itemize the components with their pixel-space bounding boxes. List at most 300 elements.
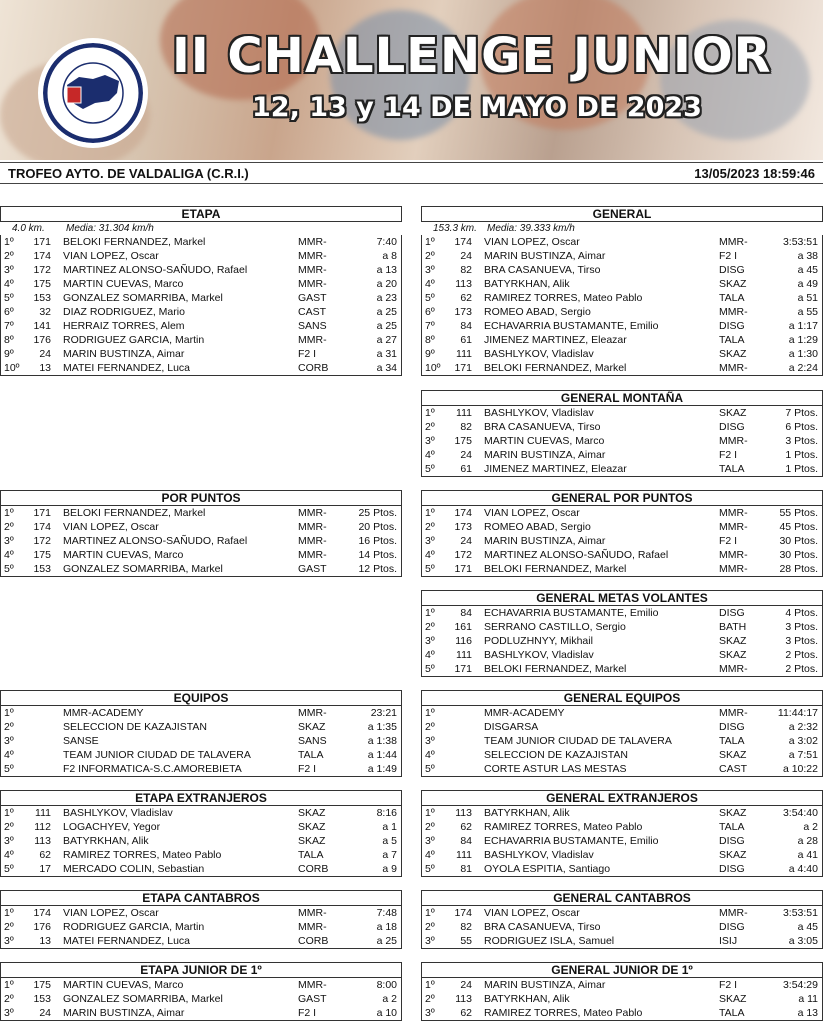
position: 3º (425, 435, 435, 447)
result-value: a 1:30 (788, 348, 818, 360)
result-value: a 1 (382, 821, 397, 833)
classification-rows (421, 906, 823, 949)
table-row (422, 333, 822, 347)
team-code: MMR- (719, 435, 748, 447)
table-row (1, 291, 401, 305)
table-row (422, 706, 822, 720)
position: 5º (425, 563, 435, 575)
rider-name: PODLUZHNYY, Mikhail (484, 635, 593, 647)
bib-number: 153 (33, 292, 51, 304)
table-row (422, 748, 822, 762)
team-code: DISG (719, 921, 745, 933)
team-code: DISG (719, 835, 745, 847)
bib-number: 173 (454, 521, 472, 533)
position: 1º (425, 407, 435, 419)
table-row (1, 834, 401, 848)
rider-name: VIAN LOPEZ, Oscar (484, 907, 580, 919)
position: 3º (425, 264, 435, 276)
table-row (422, 820, 822, 834)
classification-table (0, 962, 402, 1021)
bib-number: 61 (460, 463, 472, 475)
table-row (1, 534, 401, 548)
position: 5º (425, 463, 435, 475)
team-code: MMR- (298, 250, 327, 262)
table-row (1, 720, 401, 734)
bib-number: 113 (455, 993, 472, 1005)
bib-number: 171 (454, 663, 472, 675)
bib-number: 113 (455, 278, 472, 290)
classification-rows (0, 806, 402, 877)
classification-rows (0, 706, 402, 777)
table-row (1, 506, 401, 520)
result-value: 1 Ptos. (785, 463, 818, 475)
position: 4º (4, 278, 14, 290)
classification-rows (0, 978, 402, 1021)
bib-number: 111 (35, 807, 51, 819)
classification-rows (421, 506, 823, 577)
position: 4º (425, 749, 435, 761)
result-value: a 25 (376, 306, 397, 318)
table-row (422, 634, 822, 648)
position: 4º (425, 278, 435, 290)
result-value: a 9 (382, 863, 397, 875)
position: 3º (4, 1007, 14, 1019)
team-code: MMR- (719, 907, 748, 919)
result-value: a 1:38 (367, 735, 397, 747)
position: 2º (425, 821, 435, 833)
classification-title: GENERAL JUNIOR DE 1º (421, 962, 823, 978)
rider-name: VIAN LOPEZ, Oscar (63, 521, 159, 533)
bib-number: 113 (34, 835, 51, 847)
bib-number: 112 (34, 821, 51, 833)
rider-name: RAMIREZ TORRES, Mateo Pablo (484, 821, 643, 833)
table-row (1, 235, 401, 249)
position: 6º (425, 306, 435, 318)
result-value: 3:53:51 (782, 907, 818, 919)
position: 10º (425, 362, 441, 374)
bib-number: 13 (39, 935, 51, 947)
result-value: a 7 (382, 849, 397, 861)
position: 5º (425, 292, 435, 304)
bib-number: 82 (460, 921, 472, 933)
bib-number: 62 (460, 1007, 472, 1019)
position: 1º (425, 907, 435, 919)
result-value: 2 Ptos. (785, 663, 818, 675)
position: 2º (425, 921, 435, 933)
team-code: SKAZ (719, 407, 747, 419)
result-value: a 1:44 (367, 749, 397, 761)
table-row (1, 333, 401, 347)
team-code: F2 I (298, 1007, 317, 1019)
position: 4º (4, 749, 14, 761)
classification-title: POR PUNTOS (0, 490, 402, 506)
event-title: II CHALLENGE JUNIOR (172, 28, 772, 84)
team-code: DISG (719, 264, 745, 276)
team-code: ISIJ (719, 935, 738, 947)
team-code: TALA (298, 749, 324, 761)
rider-name: JIMENEZ MARTINEZ, Eleazar (484, 334, 627, 346)
team-code: MMR- (298, 264, 327, 276)
classification-title: ETAPA CANTABROS (0, 890, 402, 906)
team-code: SKAZ (719, 348, 747, 360)
position: 1º (425, 707, 435, 719)
team-code: SKAZ (719, 649, 747, 661)
team-code: TALA (719, 821, 745, 833)
position: 5º (4, 563, 14, 575)
result-value: 12 Ptos. (358, 563, 397, 575)
team-code: MMR- (298, 549, 327, 561)
result-value: a 4:40 (788, 863, 818, 875)
bib-number: 141 (33, 320, 51, 332)
team-code: MMR- (719, 507, 748, 519)
team-code: CORB (298, 935, 329, 947)
classification-title: GENERAL METAS VOLANTES (421, 590, 823, 606)
result-value: 1 Ptos. (785, 449, 818, 461)
rider-name: VIAN LOPEZ, Oscar (484, 507, 580, 519)
result-value: a 1:49 (367, 763, 397, 775)
table-row (422, 1006, 822, 1020)
position: 1º (4, 907, 14, 919)
table-row (422, 347, 822, 361)
rider-name: RAMIREZ TORRES, Mateo Pablo (63, 849, 222, 861)
result-value: 3:54:29 (782, 979, 818, 991)
classification-rows (0, 906, 402, 949)
result-value: 3:53:51 (782, 236, 818, 248)
result-value: 23:21 (370, 707, 397, 719)
classification-title: GENERAL MONTAÑA (421, 390, 823, 406)
team-code: MMR- (719, 362, 748, 374)
table-row (1, 249, 401, 263)
team-code: TALA (719, 463, 745, 475)
bib-number: 174 (33, 521, 51, 533)
rider-name: TEAM JUNIOR CIUDAD DE TALAVERA (484, 735, 672, 747)
table-row (422, 734, 822, 748)
bib-number: 84 (460, 835, 472, 847)
rider-name: BATYRKHAN, Alik (484, 807, 570, 819)
rider-name: MARIN BUSTINZA, Aimar (484, 449, 606, 461)
team-code: SKAZ (298, 821, 326, 833)
position: 5º (425, 863, 435, 875)
bib-number: 82 (460, 421, 472, 433)
team-code: MMR- (719, 563, 748, 575)
table-row (422, 548, 822, 562)
classification-title: GENERAL EQUIPOS (421, 690, 823, 706)
result-value: a 2:32 (788, 721, 818, 733)
position: 2º (4, 521, 14, 533)
race-datetime: 13/05/2023 18:59:46 (694, 166, 815, 181)
table-row (1, 806, 401, 820)
rider-name: MARTINEZ ALONSO-SAÑUDO, Rafael (63, 535, 248, 547)
position: 2º (4, 250, 14, 262)
team-code: GAST (298, 993, 327, 1005)
table-row (422, 534, 822, 548)
result-value: a 20 (376, 278, 397, 290)
result-value: 8:00 (376, 979, 397, 991)
bib-number: 172 (33, 535, 51, 547)
bib-number: 24 (460, 535, 472, 547)
position: 2º (4, 821, 14, 833)
team-code: GAST (298, 563, 327, 575)
bib-number: 172 (33, 264, 51, 276)
table-row (422, 420, 822, 434)
rider-name: MMR-ACADEMY (484, 707, 565, 719)
rider-name: BATYRKHAN, Alik (484, 993, 570, 1005)
result-value: a 11 (798, 993, 818, 1005)
position: 4º (425, 449, 435, 461)
team-code: CAST (719, 763, 748, 775)
table-row (422, 934, 822, 948)
position: 8º (425, 334, 435, 346)
position: 4º (425, 649, 435, 661)
classification-table (421, 490, 823, 577)
rider-name: LOGACHYEV, Yegor (63, 821, 161, 833)
table-row (422, 361, 822, 375)
table-row (422, 720, 822, 734)
team-code: DISG (719, 721, 745, 733)
result-value: a 1:35 (367, 721, 397, 733)
rider-name: RAMIREZ TORRES, Mateo Pablo (484, 292, 643, 304)
result-value: a 45 (797, 921, 818, 933)
rider-name: ROMEO ABAD, Sergio (484, 521, 591, 533)
rider-name: BASHLYKOV, Vladislav (484, 649, 594, 661)
team-code: MMR- (719, 236, 748, 248)
result-value: 7 Ptos. (785, 407, 818, 419)
table-row (422, 848, 822, 862)
table-row (1, 992, 401, 1006)
bib-number: 173 (454, 306, 472, 318)
rider-name: MARIN BUSTINZA, Aimar (63, 348, 185, 360)
bib-number: 61 (460, 334, 472, 346)
table-row (1, 361, 401, 375)
classification-rows (421, 235, 823, 376)
position: 1º (4, 507, 14, 519)
rider-name: GONZALEZ SOMARRIBA, Markel (63, 563, 223, 575)
bib-number: 82 (460, 264, 472, 276)
rider-name: MARTIN CUEVAS, Marco (484, 435, 605, 447)
result-value: a 41 (797, 849, 818, 861)
table-row (422, 462, 822, 476)
bib-number: 174 (33, 250, 51, 262)
rider-name: SELECCION DE KAZAJISTAN (63, 721, 207, 733)
club-logo (38, 38, 148, 148)
position: 5º (4, 863, 14, 875)
result-value: 4 Ptos. (785, 607, 818, 619)
result-value: a 5 (382, 835, 397, 847)
rider-name: HERRAIZ TORRES, Alem (63, 320, 185, 332)
rider-name: TEAM JUNIOR CIUDAD DE TALAVERA (63, 749, 251, 761)
rider-name: MARIN BUSTINZA, Aimar (484, 535, 606, 547)
rider-name: ROMEO ABAD, Sergio (484, 306, 591, 318)
rider-name: RODRIGUEZ ISLA, Samuel (484, 935, 615, 947)
result-value: a 8 (382, 250, 397, 262)
rider-name: ECHAVARRIA BUSTAMANTE, Emilio (484, 835, 659, 847)
position: 2º (4, 921, 14, 933)
position: 3º (425, 1007, 435, 1019)
position: 4º (4, 549, 14, 561)
table-row (422, 291, 822, 305)
result-value: a 1:29 (788, 334, 818, 346)
table-row (422, 762, 822, 776)
table-row (422, 620, 822, 634)
table-row (422, 249, 822, 263)
rider-name: BELOKI FERNANDEZ, Markel (63, 236, 206, 248)
team-code: F2 I (719, 250, 738, 262)
team-code: SKAZ (298, 807, 326, 819)
bib-number: 113 (455, 807, 472, 819)
result-value: a 10 (376, 1007, 397, 1019)
table-row (1, 820, 401, 834)
classification-title: GENERAL POR PUNTOS (421, 490, 823, 506)
position: 1º (4, 707, 14, 719)
result-value: a 2 (803, 821, 818, 833)
team-code: CORB (298, 362, 329, 374)
table-row (1, 748, 401, 762)
classification-table (421, 890, 823, 949)
rider-name: BASHLYKOV, Vladislav (484, 849, 594, 861)
rider-name: BELOKI FERNANDEZ, Markel (63, 507, 206, 519)
team-code: MMR- (298, 907, 327, 919)
position: 5º (425, 763, 435, 775)
table-row (422, 235, 822, 249)
result-value: a 25 (376, 320, 397, 332)
position: 2º (425, 721, 435, 733)
team-code: F2 I (719, 449, 738, 461)
result-value: a 3:02 (788, 735, 818, 747)
rider-name: MARTIN CUEVAS, Marco (63, 278, 184, 290)
bib-number: 153 (33, 563, 51, 575)
rider-name: BASHLYKOV, Vladislav (484, 407, 594, 419)
table-row (1, 520, 401, 534)
classification-table (421, 390, 823, 477)
table-row (422, 406, 822, 420)
position: 3º (425, 835, 435, 847)
position: 3º (4, 835, 14, 847)
table-row (1, 906, 401, 920)
result-value: a 3:05 (788, 935, 818, 947)
bib-number: 153 (33, 993, 51, 1005)
bib-number: 55 (460, 935, 472, 947)
position: 7º (425, 320, 435, 332)
result-value: a 7:51 (788, 749, 818, 761)
bib-number: 176 (33, 334, 51, 346)
rider-name: MARIN BUSTINZA, Aimar (484, 250, 606, 262)
bib-number: 62 (460, 292, 472, 304)
bib-number: 175 (454, 435, 472, 447)
table-row (422, 978, 822, 992)
position: 2º (4, 721, 14, 733)
result-value: 7:48 (376, 907, 397, 919)
race-info-bar (0, 162, 823, 184)
bib-number: 175 (33, 278, 51, 290)
result-value: a 55 (797, 306, 818, 318)
result-value: 3 Ptos. (785, 635, 818, 647)
club-logo-emblem (43, 43, 143, 143)
rider-name: MMR-ACADEMY (63, 707, 144, 719)
position: 5º (425, 663, 435, 675)
classification-table (0, 790, 402, 877)
position: 2º (425, 993, 435, 1005)
result-value: a 27 (376, 334, 397, 346)
team-code: DISG (719, 863, 745, 875)
bib-number: 174 (454, 236, 472, 248)
bib-number: 111 (456, 407, 472, 419)
team-code: BATH (719, 621, 747, 633)
table-row (422, 319, 822, 333)
table-row (422, 862, 822, 876)
rider-name: BRA CASANUEVA, Tirso (484, 921, 601, 933)
bib-number: 174 (454, 507, 472, 519)
result-value: a 1:17 (788, 320, 818, 332)
position: 1º (425, 236, 435, 248)
result-value: a 45 (797, 264, 818, 276)
team-code: DISG (719, 421, 745, 433)
bib-number: 62 (460, 821, 472, 833)
team-code: F2 I (298, 348, 317, 360)
table-row (422, 434, 822, 448)
rider-name: DIAZ RODRIGUEZ, Mario (63, 306, 185, 318)
position: 8º (4, 334, 14, 346)
classification-table (421, 790, 823, 877)
bib-number: 111 (456, 849, 472, 861)
team-code: CORB (298, 863, 329, 875)
result-value: 30 Ptos. (779, 535, 818, 547)
table-row (1, 734, 401, 748)
bib-number: 171 (454, 362, 472, 374)
position: 1º (425, 507, 435, 519)
team-code: SKAZ (719, 749, 747, 761)
bib-number: 24 (39, 348, 51, 360)
bib-number: 24 (460, 979, 472, 991)
bib-number: 174 (454, 907, 472, 919)
classification-table (0, 490, 402, 577)
classification-title: GENERAL CANTABROS (421, 890, 823, 906)
rider-name: BASHLYKOV, Vladislav (63, 807, 173, 819)
classification-rows (421, 978, 823, 1021)
bib-number: 84 (460, 607, 472, 619)
table-row (422, 562, 822, 576)
classification-table (0, 890, 402, 949)
team-code: TALA (719, 1007, 745, 1019)
position: 6º (4, 306, 14, 318)
bib-number: 176 (33, 921, 51, 933)
table-row (422, 906, 822, 920)
bib-number: 24 (39, 1007, 51, 1019)
bib-number: 32 (39, 306, 51, 318)
classification-table (0, 690, 402, 777)
team-code: SKAZ (719, 993, 747, 1005)
table-row (1, 920, 401, 934)
rider-name: BRA CASANUEVA, Tirso (484, 421, 601, 433)
position: 1º (425, 607, 435, 619)
result-value: a 23 (376, 292, 397, 304)
team-code: SKAZ (719, 635, 747, 647)
position: 3º (425, 935, 435, 947)
position: 5º (4, 292, 14, 304)
rider-name: DISGARSA (484, 721, 539, 733)
table-row (1, 319, 401, 333)
result-value: 11:44:17 (777, 707, 818, 719)
team-code: TALA (719, 292, 745, 304)
team-code: MMR- (719, 306, 748, 318)
classification-rows (421, 806, 823, 877)
team-code: TALA (298, 849, 324, 861)
team-code: GAST (298, 292, 327, 304)
position: 3º (425, 535, 435, 547)
classification-table (421, 962, 823, 1021)
result-value: a 28 (797, 835, 818, 847)
table-row (1, 862, 401, 876)
position: 3º (4, 935, 14, 947)
